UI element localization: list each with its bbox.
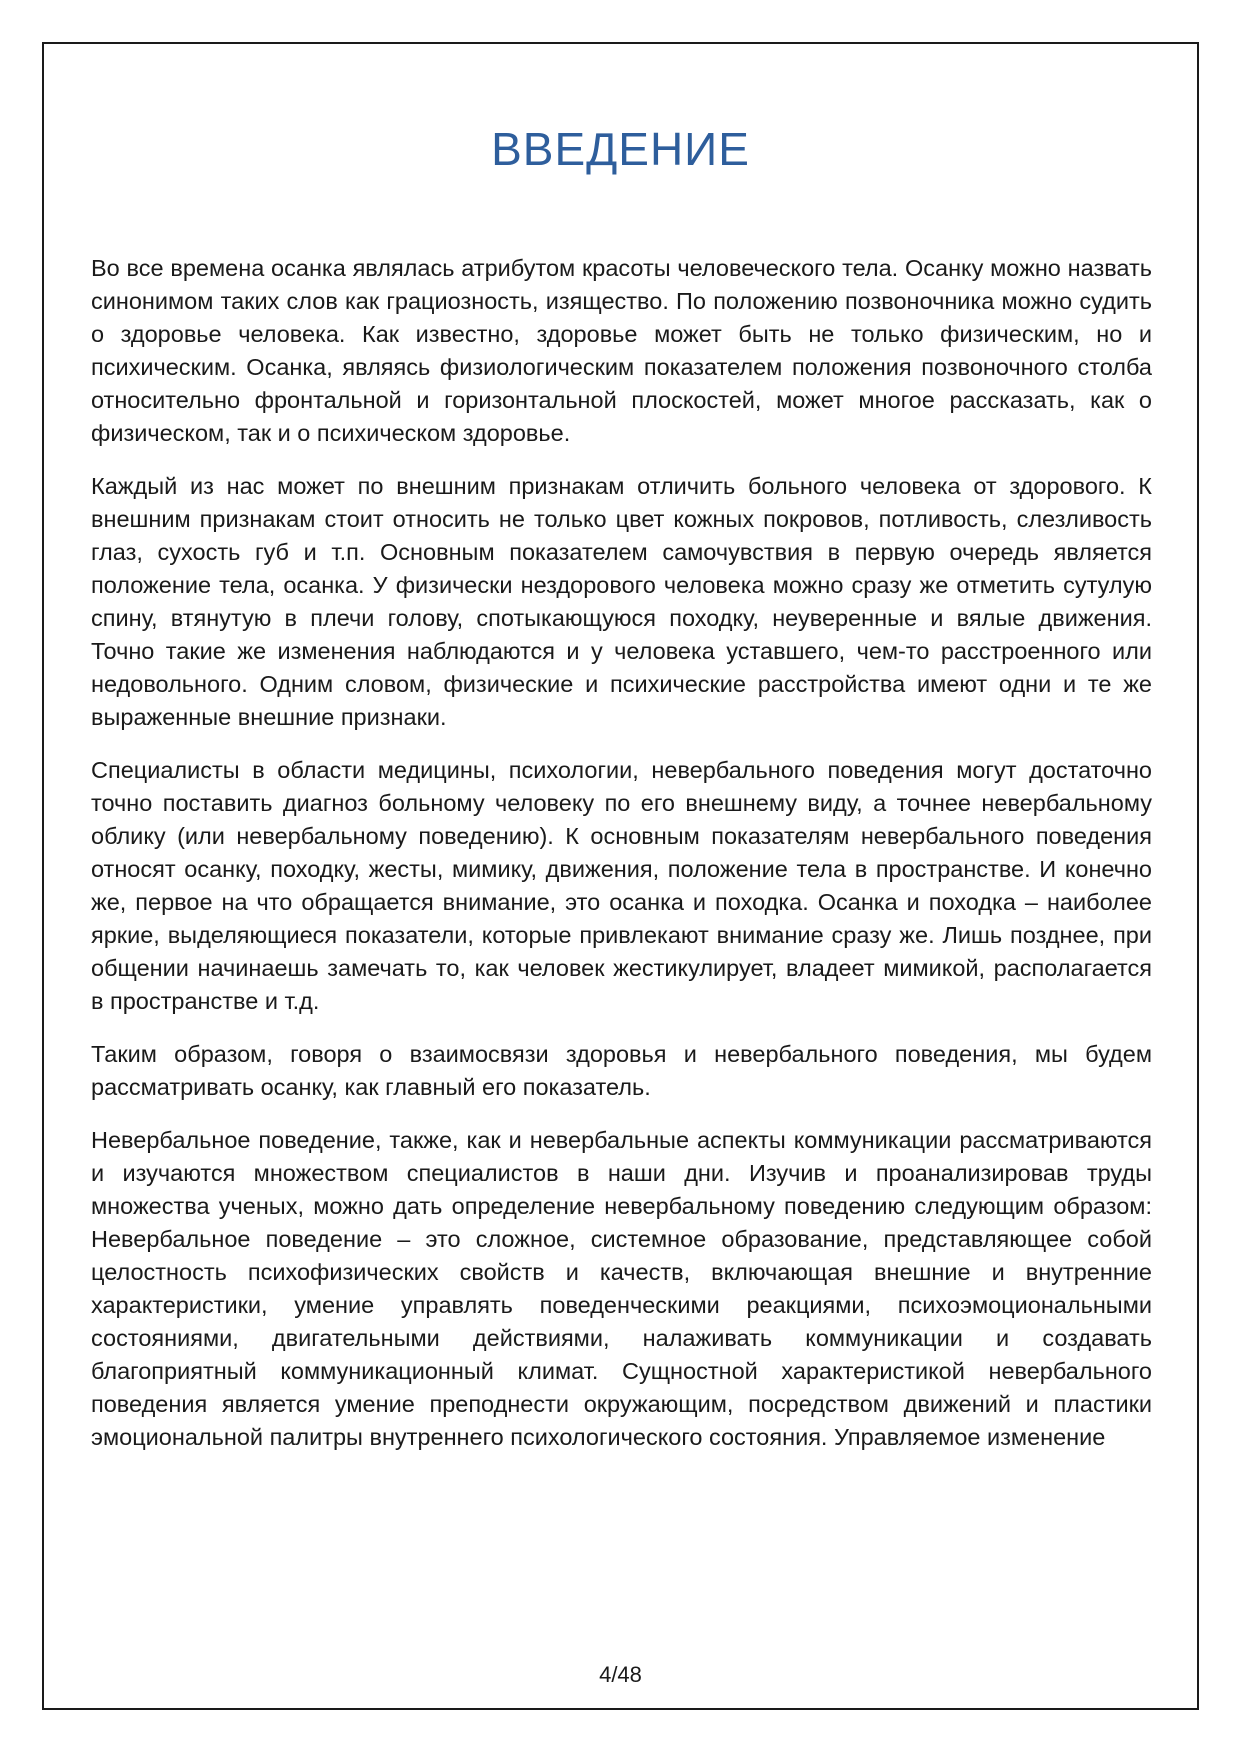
page-title: ВВЕДЕНИЕ — [491, 123, 750, 175]
page-frame — [42, 42, 1199, 1710]
paragraph-1: Во все времена осанка являлась атрибутом красоты человеческого тела. Осанку можно назвать синонимом таких слов как грациозность, изящество. По положению позвоночника можно судить о здоровье человека. Как известно, здоровье может быть не только физическим, но и психическим. Осанка, являясь физиологическим показателем положения позвоночного столба относительно фронтальной и горизонтальной плоскостей, может многое рассказать, как о физическом, так и о психическом здоровье. — [91, 255, 1152, 446]
paragraph-2: Каждый из нас может по внешним признакам отличить больного человека от здорового. К внешним признакам стоит относить не только цвет кожных покровов, потливость, слезливость глаз, сухость губ и т.п. Основным показателем самочувствия в первую очередь является положение тела, осанка. У физически нездорового человека можно сразу же отметить сутулую спину, втянутую в плечи голову, спотыкающуюся походку, неуверенные и вялые движения. Точно такие же изменения наблюдаются и у человека уставшего, чем-то расстроенного или недовольного. Одним словом, физические и психические расстройства имеют одни и те же выраженные внешние признаки. — [91, 473, 1152, 730]
page-number: 4/48 — [599, 1662, 642, 1687]
paragraph-3: Специалисты в области медицины, психологии, невербального поведения могут достаточно точно поставить диагноз больному человеку по его внешнему виду, а точнее невербальному облику (или невербальному поведению). К основным показателям невербального поведения относят осанку, походку, жесты, мимику, движения, положение тела в пространстве. И конечно же, первое на что обращается внимание, это осанка и походка. Осанка и походка – наиболее яркие, выделяющиеся показатели, которые привлекают внимание сразу же. Лишь позднее, при общении начинаешь замечать то, как человек жестикулирует, владеет мимикой, располагается в пространстве и т.д. — [91, 757, 1152, 1014]
document-body — [91, 252, 1152, 1474]
paragraph-5: Невербальное поведение, также, как и невербальные аспекты коммуникации рассматриваются и изучаются множеством специалистов в наши дни. Изучив и проанализировав труды множества ученых, можно дать определение невербальному поведению следующим образом: Невербальное поведение – это сложное, системное образование, представляющее собой целостность психофизических свойств и качеств, включающая внешние и внутренние характеристики, умение управлять поведенческими реакциями, психоэмоциональными состояниями, двигательными действиями, налаживать коммуникации и создавать благоприятный коммуникационный климат. Сущностной характеристикой невербального поведения является умение преподнести окружающим, посредством движений и пластики эмоциональной палитры внутреннего психологического состояния. Управляемое изменение — [91, 1127, 1152, 1450]
paragraph-4: Таким образом, говоря о взаимосвязи здоровья и невербального поведения, мы будем рассматривать осанку, как главный его показатель. — [91, 1041, 1152, 1100]
